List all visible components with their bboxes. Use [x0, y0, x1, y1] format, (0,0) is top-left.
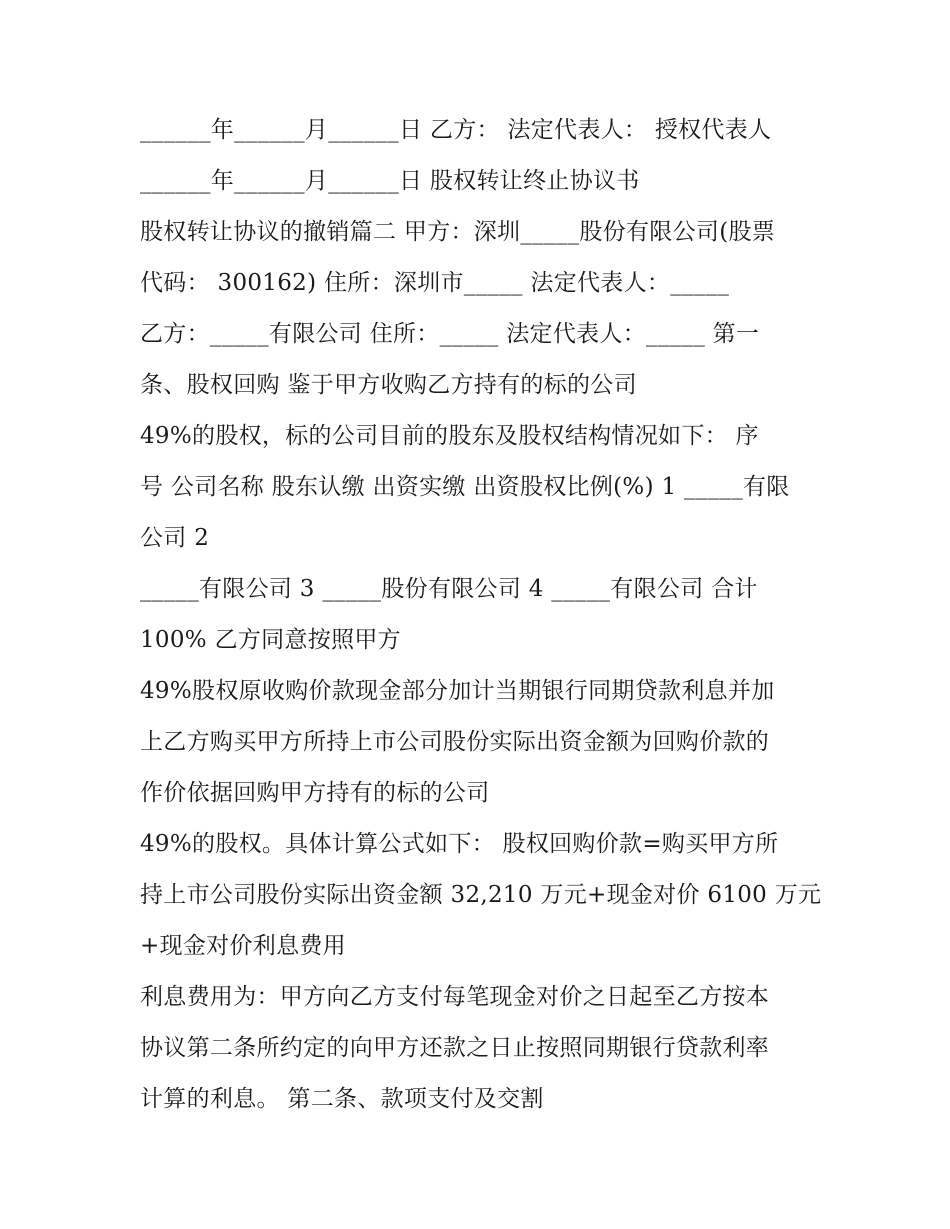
text-line: ______年______月______日 股权转让终止协议书	[140, 168, 640, 194]
text-line: +现金对价利息费用	[140, 933, 346, 959]
text-line: 持上市公司股份实际出资金额 32,210 万元+现金对价 6100 万元	[140, 882, 822, 908]
text-line: 上乙方购买甲方所持上市公司股份实际出资金额为回购价款的	[140, 729, 770, 755]
text-line: 49%的股权，标的公司目前的股东及股权结构情况如下： 序	[140, 423, 759, 449]
text-line: 条、股权回购 鉴于甲方收购乙方持有的标的公司	[140, 372, 637, 398]
text-line: _____有限公司 3 _____股份有限公司 4 _____有限公司 合计	[140, 576, 758, 602]
text-line: 号 公司名称 股东认缴 出资实缴 出资股权比例(%) 1 _____有限	[140, 474, 790, 500]
text-line: 49%股权原收购价款现金部分加计当期银行同期贷款利息并加	[140, 678, 775, 704]
text-line: ______年______月______日 乙方： 法定代表人： 授权代表人	[140, 117, 772, 143]
text-line: 乙方：_____有限公司 住所：_____ 法定代表人：_____ 第一	[140, 321, 760, 347]
text-line: 协议第二条所约定的向甲方还款之日止按照同期银行贷款利率	[140, 1035, 770, 1061]
text-line: 计算的利息。 第二条、款项支付及交割	[140, 1086, 544, 1112]
text-line: 100% 乙方同意按照甲方	[140, 627, 401, 653]
text-line: 作价依据回购甲方持有的标的公司	[140, 780, 490, 806]
document-body	[140, 105, 820, 1125]
text-line: 公司 2	[140, 525, 210, 551]
text-line: 代码： 300162) 住所：深圳市_____ 法定代表人：_____	[140, 270, 730, 296]
text-line: 利息费用为：甲方向乙方支付每笔现金对价之日起至乙方按本	[140, 984, 770, 1010]
text-line: 股权转让协议的撤销篇二 甲方：深圳_____股份有限公司(股票	[140, 219, 776, 245]
text-line: 49%的股权。具体计算公式如下： 股权回购价款=购买甲方所	[140, 831, 779, 857]
